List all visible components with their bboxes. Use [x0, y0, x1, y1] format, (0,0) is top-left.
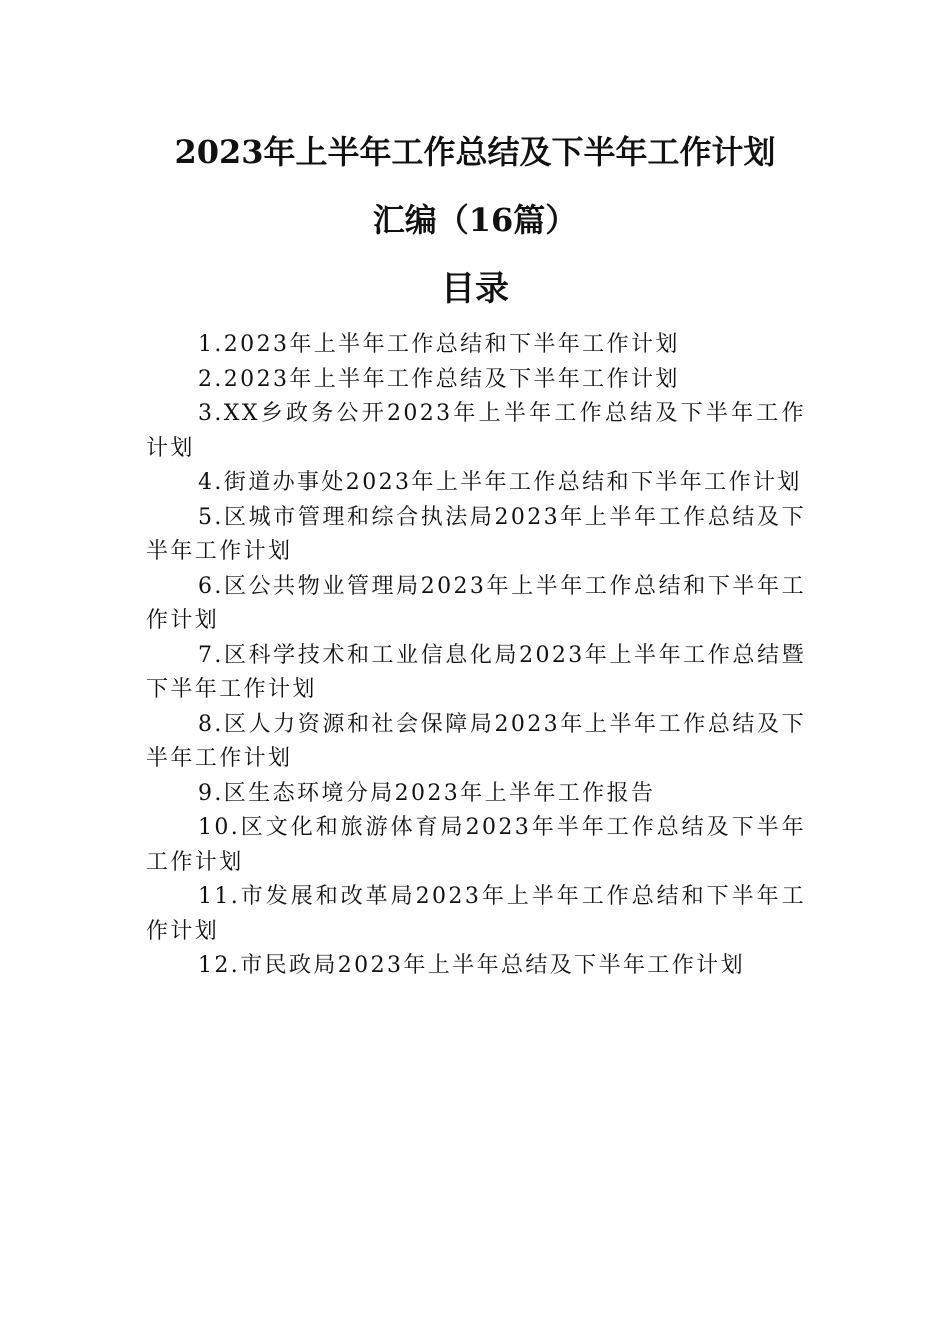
toc-heading: 目录: [441, 269, 509, 309]
toc-item: 8.区人力资源和社会保障局2023年上半年工作总结及下半年工作计划: [146, 711, 806, 771]
toc-item: 10.区文化和旅游体育局2023年半年工作总结及下半年工作计划: [146, 815, 806, 875]
table-of-contents: [146, 328, 806, 984]
toc-item: 4.街道办事处2023年上半年工作总结和下半年工作计划: [198, 470, 802, 495]
toc-item: 5.区城市管理和综合执法局2023年上半年工作总结及下半年工作计划: [146, 504, 806, 564]
toc-item: 9.区生态环境分局2023年上半年工作报告: [198, 780, 656, 806]
toc-item: 1.2023年上半年工作总结和下半年工作计划: [198, 332, 680, 357]
toc-item: 6.区公共物业管理局2023年上半年工作总结和下半年工作计划: [146, 573, 806, 633]
toc-item: 7.区科学技术和工业信息化局2023年上半年工作总结暨下半年工作计划: [146, 642, 806, 702]
toc-item: 11.市发展和改革局2023年上半年工作总结和下半年工作计划: [146, 884, 806, 944]
document-title-line-1: 2023年上半年工作总结及下半年工作计划: [174, 133, 776, 171]
toc-item: 2.2023年上半年工作总结及下半年工作计划: [198, 366, 680, 392]
document-title-line-2: 汇编（16篇）: [372, 201, 578, 239]
toc-item: 12.市民政局2023年上半年总结及下半年工作计划: [198, 953, 745, 978]
toc-item: 3.XX乡政务公开2023年上半年工作总结及下半年工作计划: [146, 401, 806, 461]
